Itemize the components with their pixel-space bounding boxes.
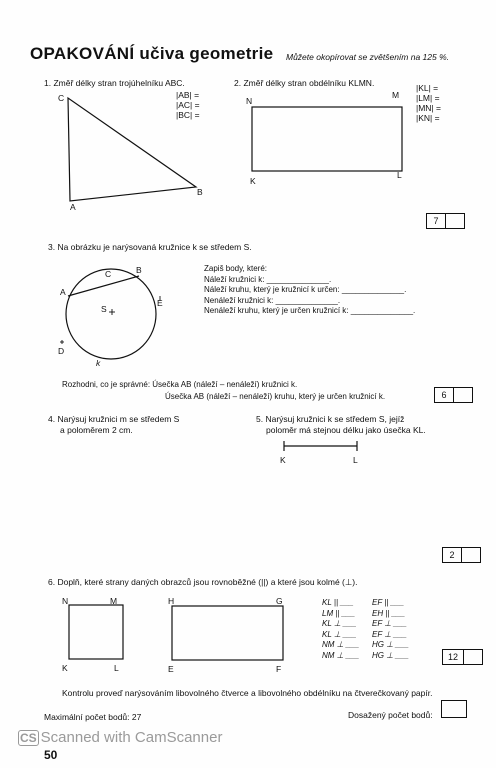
task3-answers xyxy=(204,264,415,317)
point-b-label: B xyxy=(197,187,203,197)
task3-decide-1: Rozhodni, co je správné: Úsečka AB (náleží – nenáleží) kružnici k. xyxy=(62,380,298,389)
rect-f-label: F xyxy=(276,664,282,674)
task6-score: 12 xyxy=(443,650,464,664)
camscanner-logo-icon: CS xyxy=(20,731,37,745)
task3-line-4[interactable]: Nenáleží kružnici k: ______________. xyxy=(204,295,341,305)
task3-prompt: 3. Na obrázku je narýsovaná kružnice k se středem S. xyxy=(48,242,252,252)
relation-4[interactable]: KL ⊥ ___ xyxy=(322,629,357,639)
rect-e-label: E xyxy=(168,664,174,674)
copy-note: Můžete okopírovat se zvětšením na 125 %. xyxy=(286,52,450,62)
relations-col-2 xyxy=(372,598,409,661)
task6-score-blank[interactable] xyxy=(464,650,482,664)
task4-prompt-2: a poloměrem 2 cm. xyxy=(60,425,133,435)
relation-11[interactable]: HG ⊥ ___ xyxy=(372,640,409,649)
task3-score: 6 xyxy=(435,388,454,402)
task1-eq-ac: |AC| = xyxy=(176,100,200,110)
control-note: Kontrolu proveď narýsováním libovolného čtverce a libovolného obdélníku na čtverečkovaný papír. xyxy=(62,688,433,698)
task5-score-box xyxy=(442,547,481,563)
square-l-label: L xyxy=(114,663,119,673)
relation-12[interactable]: HG ⊥ ___ xyxy=(372,650,409,660)
rectangle-efgh xyxy=(172,606,283,660)
rect-g-label: G xyxy=(276,596,283,606)
task3-line-3[interactable]: Náleží kruhu, který je kružnicí k určen: ______________. xyxy=(204,285,407,294)
relation-1[interactable]: KL || ___ xyxy=(322,598,354,607)
task2-prompt: 2. Změř délky stran obdélníku KLMN. xyxy=(234,78,375,88)
square-k-label: K xyxy=(62,663,68,673)
task1-eq-bc: |BC| = xyxy=(176,110,200,120)
relation-5[interactable]: NM ⊥ ___ xyxy=(322,640,360,649)
relation-8[interactable]: EH || ___ xyxy=(372,608,406,618)
relations-col-1 xyxy=(322,598,359,661)
point-d3-label: D xyxy=(58,346,65,356)
task3-line-1: Zapiš body, které: xyxy=(204,264,267,273)
task6-score-box xyxy=(442,649,483,665)
point-a-label: A xyxy=(70,202,76,212)
max-points: Maximální počet bodů: 27 xyxy=(44,712,142,722)
task4-prompt-1: 4. Narýsuj kružnici m se středem S xyxy=(48,414,180,424)
watermark-text: Scanned with CamScanner xyxy=(40,729,223,746)
task2-eq-mn: |MN| = xyxy=(416,103,441,113)
task3-score-blank[interactable] xyxy=(454,388,472,402)
point-b3-label: B xyxy=(136,265,142,275)
achieved-points-label: Dosažený počet bodů: xyxy=(348,710,433,720)
square-klmn xyxy=(69,605,123,659)
segment-ab xyxy=(68,276,139,296)
relation-7[interactable]: EF || ___ xyxy=(372,598,405,607)
rect-h-label: H xyxy=(168,596,175,606)
page-number: 50 xyxy=(44,748,58,762)
circle-k xyxy=(66,269,156,359)
point-l-label: L xyxy=(397,170,402,180)
point-n-label: N xyxy=(246,96,253,106)
circle-k-label: k xyxy=(96,358,101,368)
task5-prompt-2: poloměr má stejnou délku jako úsečka KL. xyxy=(266,425,426,435)
square-n-label: N xyxy=(62,596,69,606)
square-m-label: M xyxy=(110,596,118,606)
task5-prompt-1: 5. Narýsuj kružnici k se středem S, jejíž xyxy=(256,414,405,424)
task2-eq-kn: |KN| = xyxy=(416,113,440,123)
page-title: OPAKOVÁNÍ učiva geometrie xyxy=(30,44,274,63)
achieved-points-box[interactable] xyxy=(441,700,467,718)
point-m-label: M xyxy=(392,90,400,100)
point-k-label: K xyxy=(250,176,256,186)
point-s3-label: S xyxy=(101,304,107,314)
segment-k-label: K xyxy=(280,455,286,465)
point-c-label: C xyxy=(58,93,65,103)
task2-score: 7 xyxy=(427,214,446,228)
camscanner-watermark xyxy=(18,729,222,746)
point-a3-label: A xyxy=(60,287,66,297)
point-c3-label: C xyxy=(105,269,112,279)
point-e3-label: E xyxy=(157,298,163,308)
task3-line-5[interactable]: Nenáleží kruhu, který je určen kružnicí k: ______________. xyxy=(204,306,416,315)
task3-decide-2: Úsečka AB (náleží – nenáleží) kruhu, který je určen kružnicí k. xyxy=(165,392,386,401)
task1-eq-ab: |AB| = xyxy=(176,90,200,100)
task3-line-2[interactable]: Náleží kružnici k: ______________. xyxy=(204,274,332,284)
relation-3[interactable]: KL ⊥ ___ xyxy=(322,619,357,628)
relation-9[interactable]: EF ⊥ ___ xyxy=(372,619,407,628)
task5-score-blank[interactable] xyxy=(462,548,480,562)
relation-2[interactable]: LM || ___ xyxy=(322,608,356,618)
triangle-abc xyxy=(68,98,196,201)
task1-prompt: 1. Změř délky stran trojúhelníku ABC. xyxy=(44,78,185,88)
task6-prompt: 6. Doplň, které strany daných obrazců jsou rovnoběžné (||) a které jsou kolmé (⊥). xyxy=(48,577,358,587)
task2-score-blank[interactable] xyxy=(446,214,464,228)
segment-l-label: L xyxy=(353,455,358,465)
task5-score: 2 xyxy=(443,548,462,562)
task2-eq-kl: |KL| = xyxy=(416,83,439,93)
task2-score-box xyxy=(426,213,465,229)
task3-score-box xyxy=(434,387,473,403)
rectangle-klmn xyxy=(252,107,402,171)
relation-6[interactable]: NM ⊥ ___ xyxy=(322,650,360,660)
relation-10[interactable]: EF ⊥ ___ xyxy=(372,629,407,639)
task2-eq-lm: |LM| = xyxy=(416,93,440,103)
